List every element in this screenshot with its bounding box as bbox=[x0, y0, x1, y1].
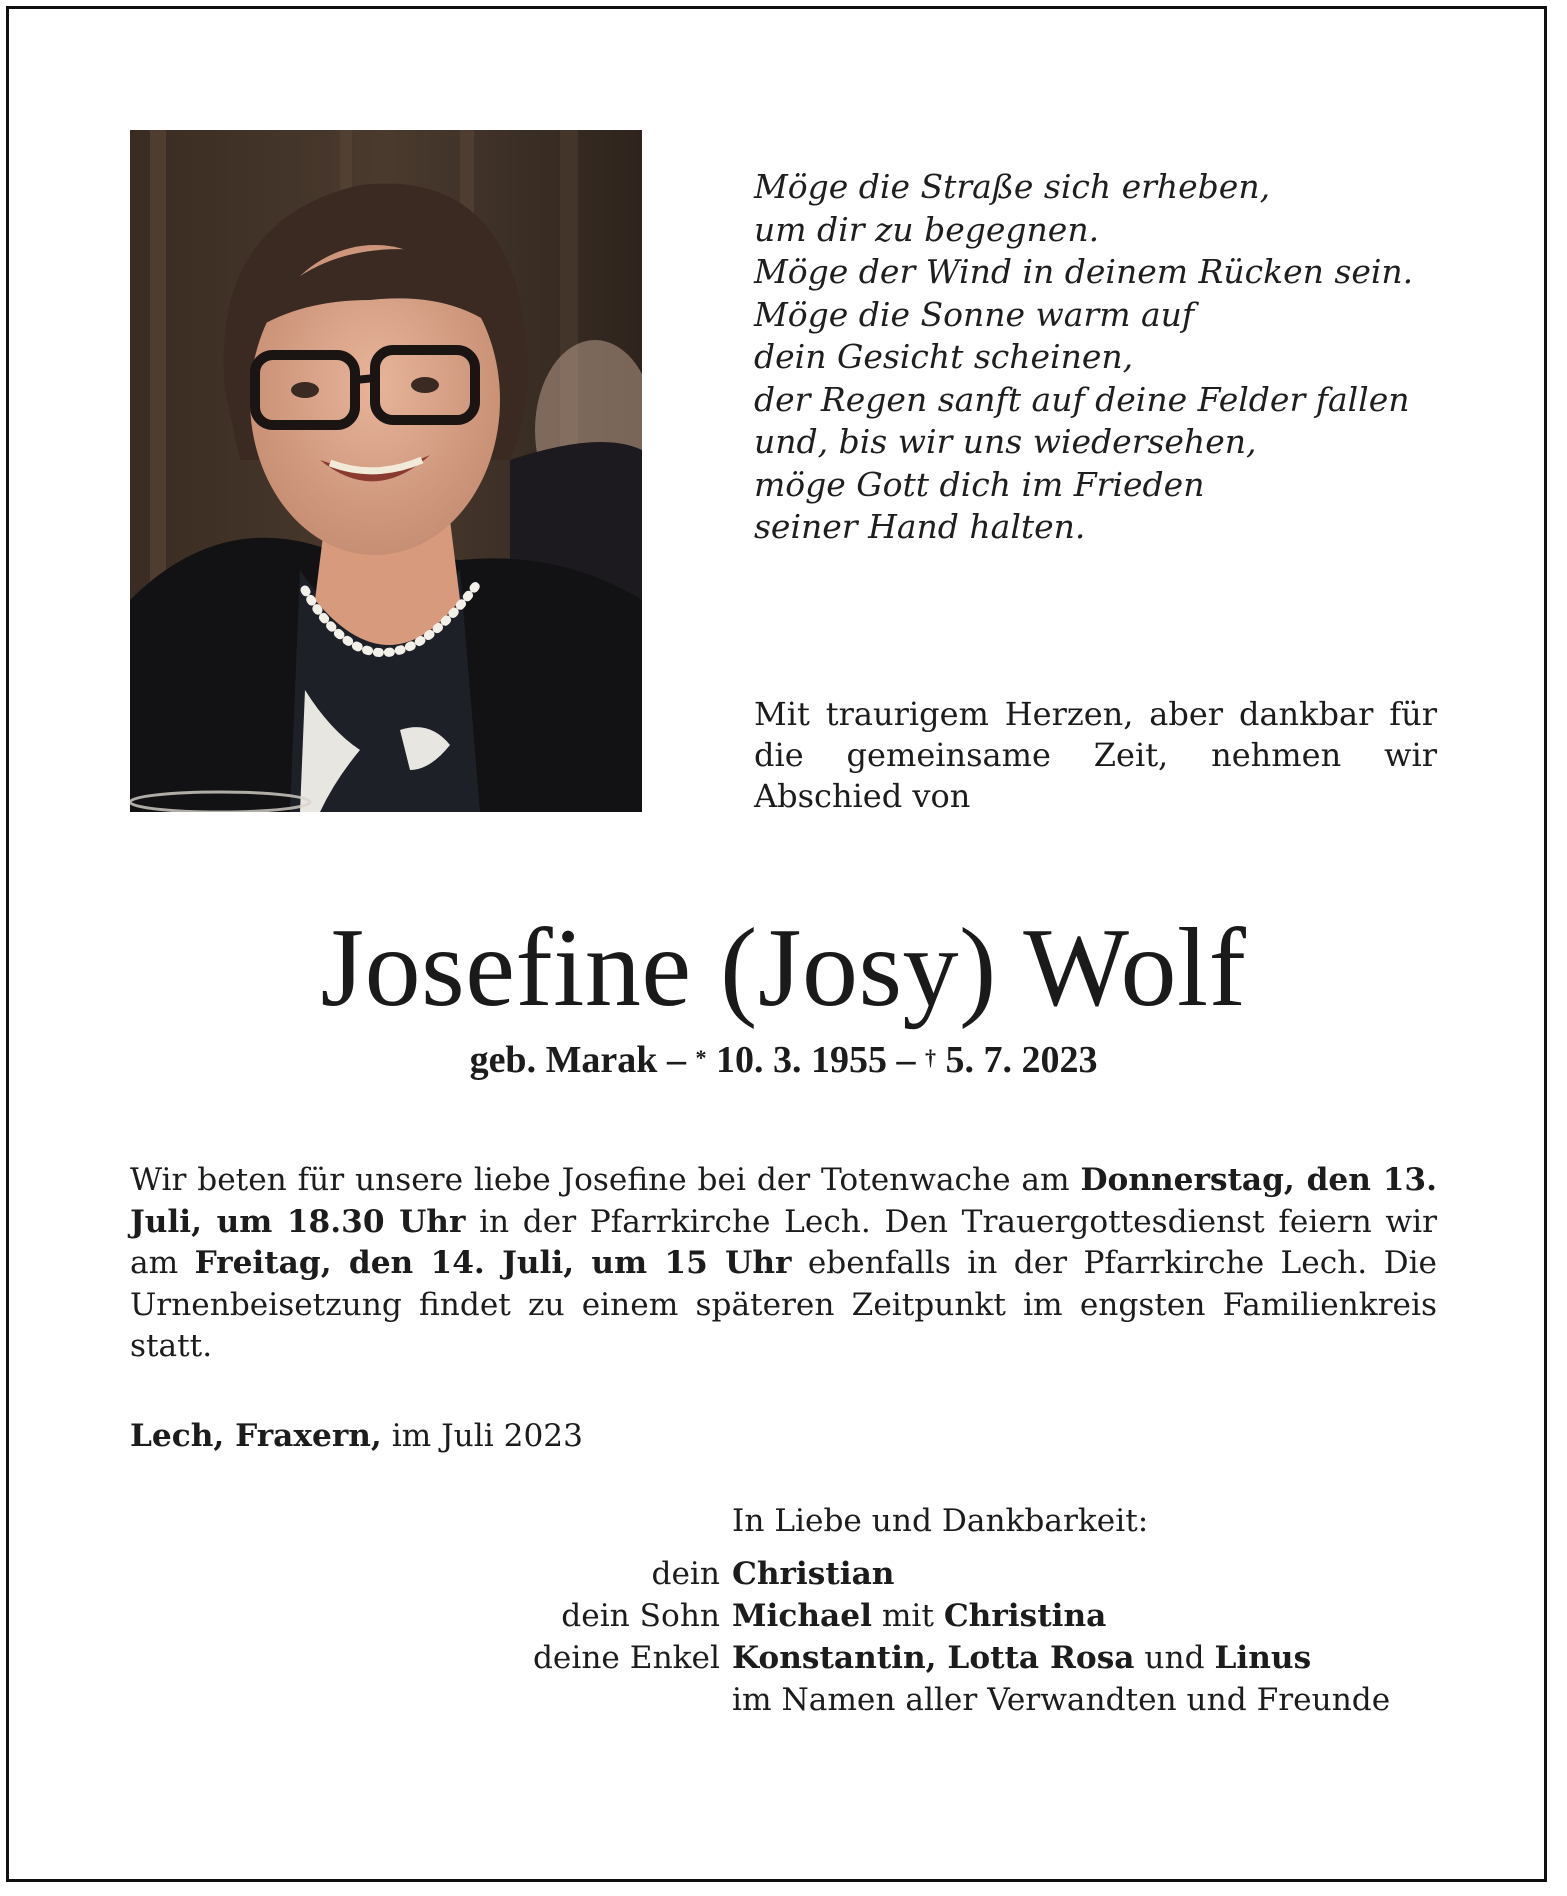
death-date: 5. 7. 2023 bbox=[935, 1039, 1098, 1081]
connector-text: mit bbox=[871, 1598, 944, 1634]
mourner-name: Christian bbox=[732, 1556, 895, 1592]
mourner-names bbox=[732, 1637, 1311, 1679]
poem-line: und, bis wir uns wiedersehen, bbox=[754, 422, 1257, 461]
connector-text: und bbox=[1134, 1640, 1215, 1676]
funeral-date: Freitag, den 14. Juli, um 15 Uhr bbox=[194, 1245, 792, 1281]
death-symbol: † bbox=[924, 1045, 936, 1070]
body-text-part: in der Pfarrkirche Lech. Den Trauergottesdienst feiern wir am bbox=[130, 1203, 1437, 1281]
body-text-part: ebenfalls in der Pfarrkirche Lech. Die Urnenbeisetzung findet zu einem späteren Zeitpunkt im engsten Familienkreis statt. bbox=[130, 1245, 1437, 1364]
service-details bbox=[130, 1160, 1437, 1368]
relation-label: dein bbox=[651, 1556, 720, 1592]
relation-label: deine Enkel bbox=[532, 1640, 720, 1676]
separator: – bbox=[657, 1039, 696, 1081]
body-text-part: Wir beten für unsere liebe Josefine bei der Totenwache am bbox=[130, 1162, 1081, 1198]
poem-line: Möge die Straße sich erheben, bbox=[754, 167, 1271, 206]
signature-row bbox=[0, 1637, 1567, 1679]
poem-line: Möge der Wind in deinem Rücken sein. bbox=[754, 252, 1414, 291]
portrait-photo bbox=[130, 130, 642, 812]
signature-row bbox=[0, 1679, 1567, 1721]
signature-row bbox=[0, 1553, 1567, 1595]
poem-line: um dir zu begegnen. bbox=[754, 209, 1100, 249]
mourner-name: Konstantin, Lotta Rosa bbox=[732, 1640, 1135, 1676]
birth-symbol: * bbox=[695, 1045, 707, 1070]
poem-line: seiner Hand halten. bbox=[754, 507, 1086, 546]
intro-text: Mit traurigem Herzen, aber dankbar für die gemeinsame Zeit, nehmen wir Abschied von bbox=[754, 695, 1437, 815]
mourner-names bbox=[732, 1595, 1106, 1637]
separator: – bbox=[886, 1039, 925, 1081]
month-year: im Juli 2023 bbox=[381, 1418, 583, 1454]
deceased-name: Josefine (Josy) Wolf bbox=[320, 906, 1247, 1030]
poem-line: dein Gesicht scheinen, bbox=[754, 337, 1134, 376]
poem-line: Möge die Sonne warm auf bbox=[754, 294, 1195, 334]
place-date bbox=[130, 1415, 830, 1457]
birth-date: 10. 3. 1955 bbox=[706, 1039, 887, 1081]
mourner-names bbox=[732, 1553, 894, 1595]
closing-line: im Namen aller Verwandten und Freunde bbox=[732, 1682, 1391, 1718]
life-dates bbox=[0, 1037, 1567, 1083]
mourner-name: Linus bbox=[1214, 1640, 1312, 1676]
signature-row bbox=[0, 1595, 1567, 1637]
wake-date: Donnerstag, den 13. Juli, um 18.30 Uhr bbox=[130, 1162, 1437, 1240]
signature-list bbox=[0, 1553, 1567, 1721]
mourner-name: Michael bbox=[732, 1598, 872, 1634]
birth-name: geb. Marak bbox=[469, 1039, 658, 1081]
poem bbox=[754, 166, 1434, 549]
place-names: Lech, Fraxern, bbox=[130, 1418, 382, 1454]
relation-label: dein Sohn bbox=[561, 1598, 720, 1634]
poem-line: der Regen sanft auf deine Felder fallen bbox=[754, 379, 1410, 419]
signature-heading: In Liebe und Dankbarkeit: bbox=[732, 1503, 1149, 1539]
poem-line: möge Gott dich im Frieden bbox=[754, 464, 1205, 504]
mourner-name: Christina bbox=[943, 1598, 1107, 1634]
